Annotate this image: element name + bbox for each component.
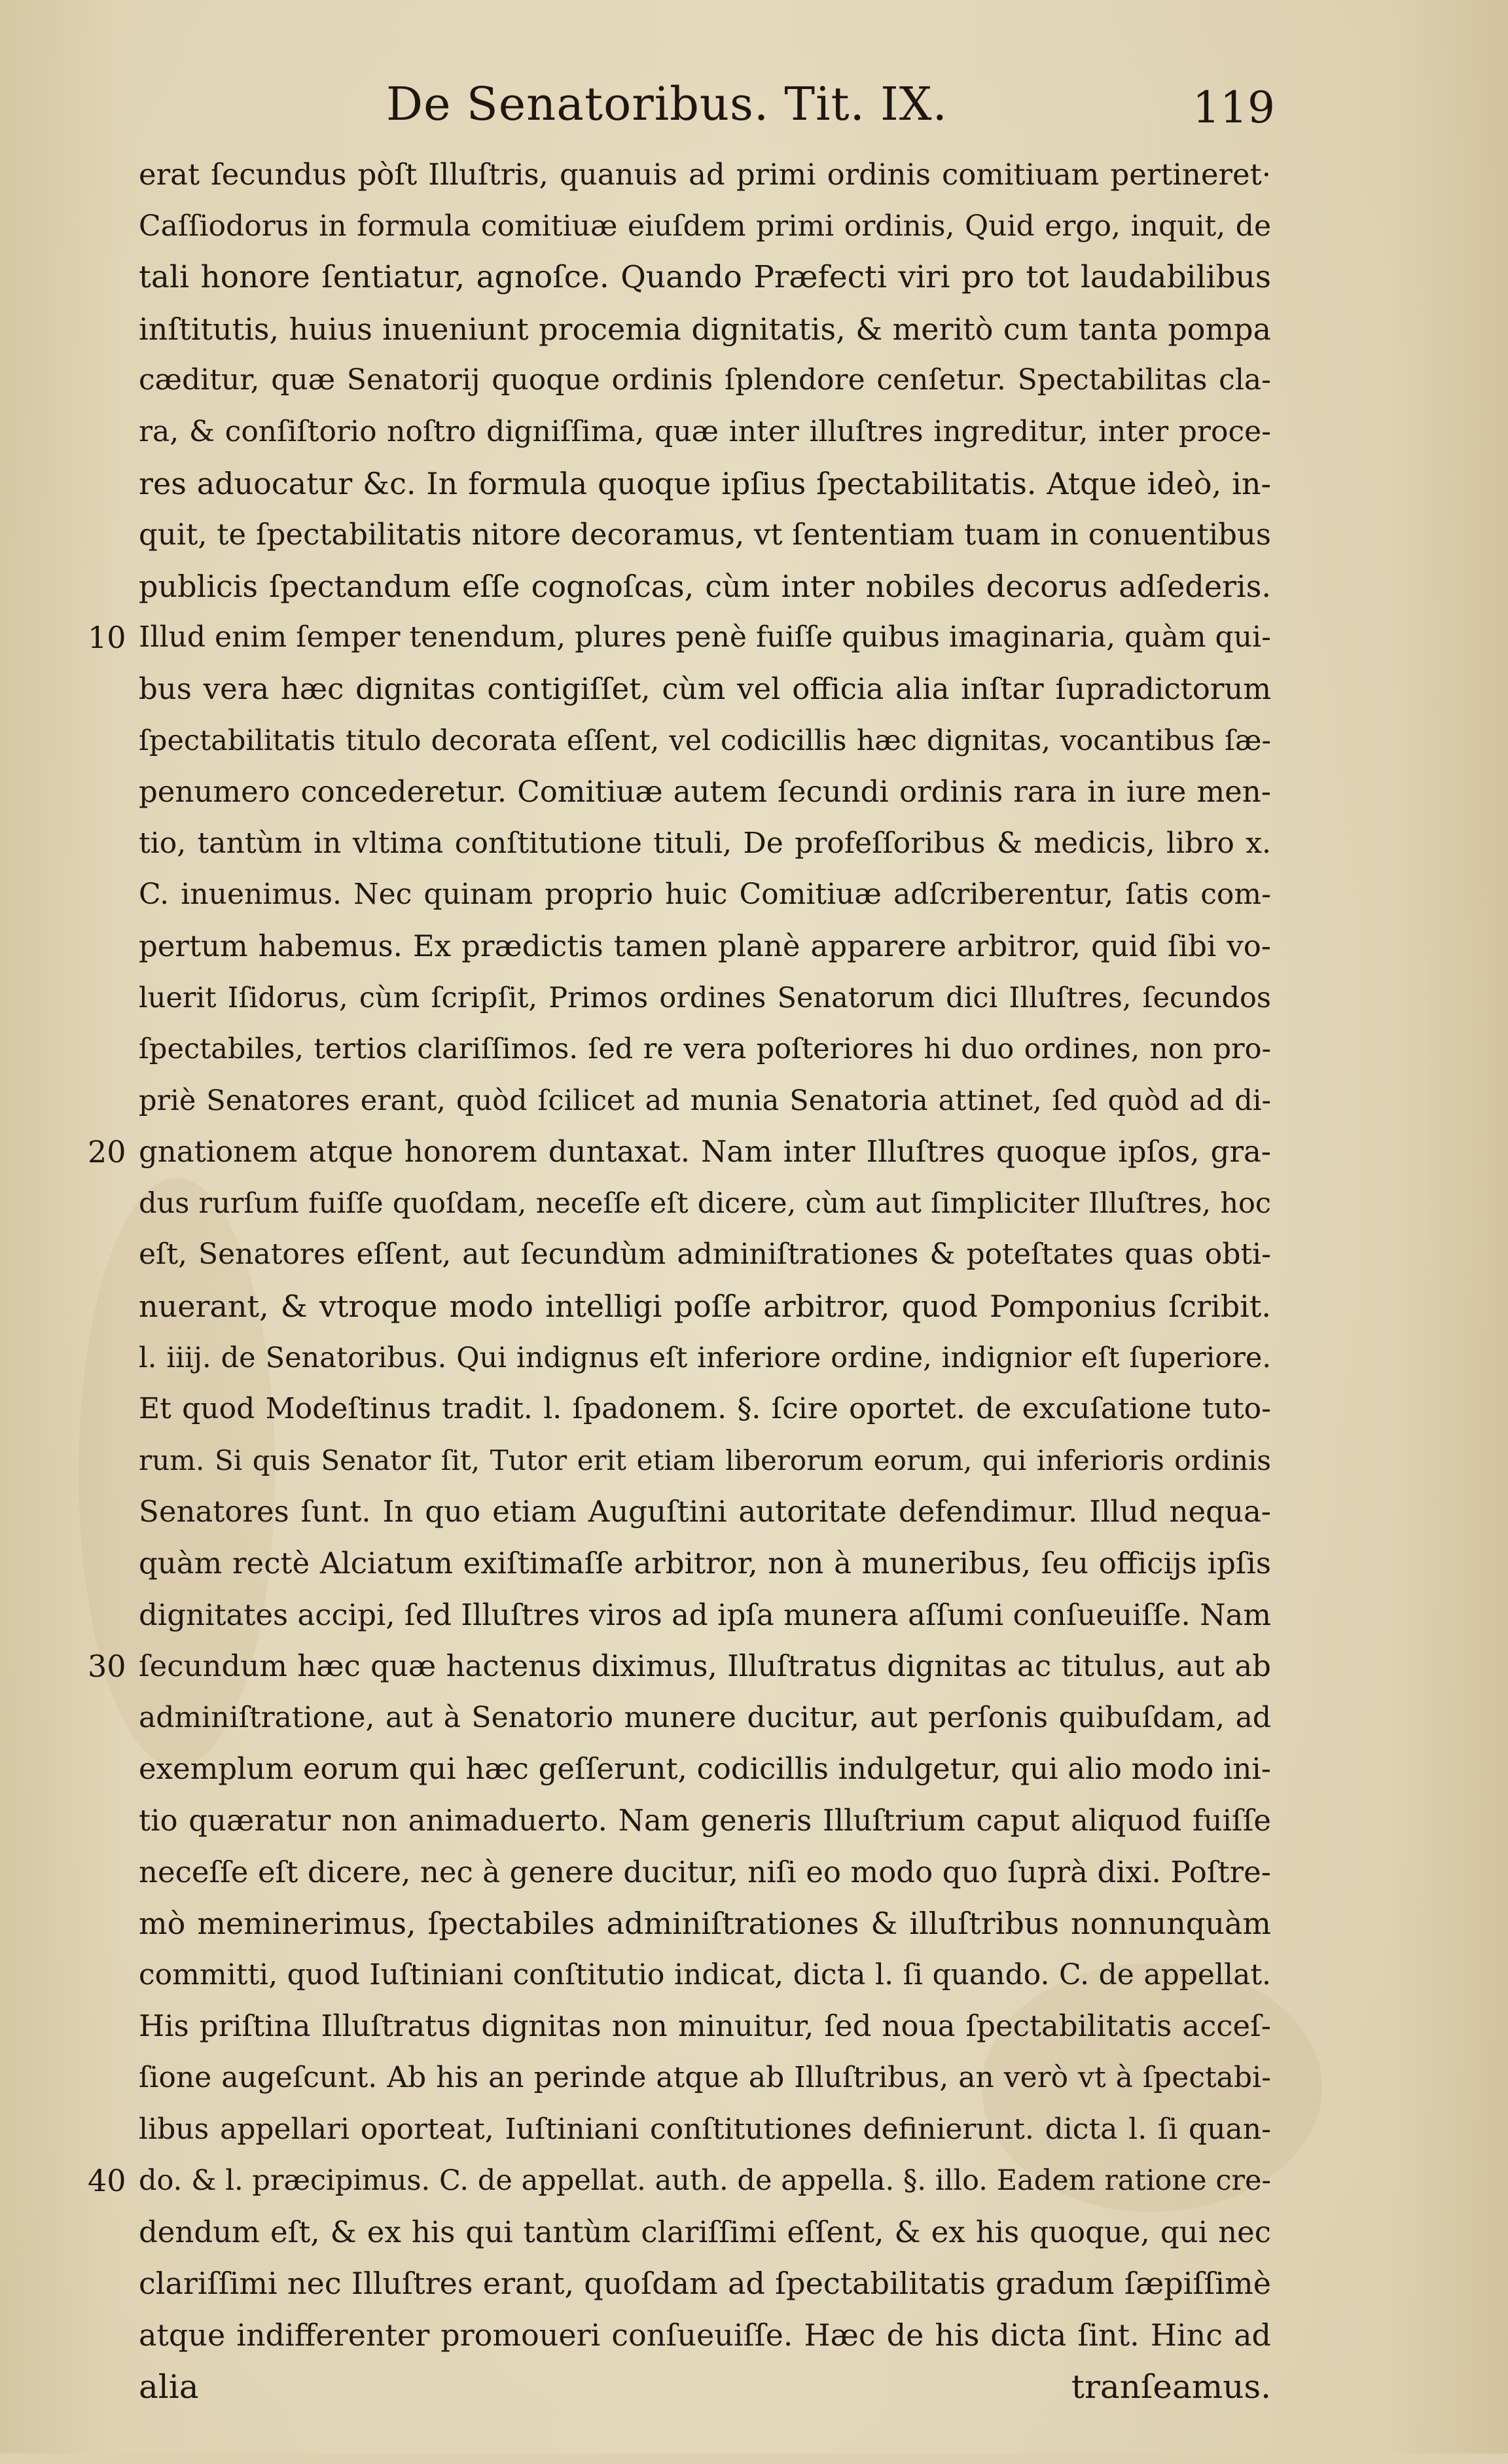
- text-line: do. & l. præcipimus. C. de appellat. auth. de appella. §. illo. Eadem ratione cre-: [139, 2164, 1271, 2198]
- text-line: tio quæratur non animaduerto. Nam generis Illuſtrium caput aliquod fuiſſe: [139, 1803, 1271, 1838]
- running-head: De Senatoribus. Tit. IX.: [386, 77, 948, 131]
- line-number: 30: [88, 1649, 126, 1684]
- text-line: atque indifferenter promoueri conſueuiſſe. Hæc de his dicta ſint. Hinc ad: [139, 2317, 1271, 2353]
- text-line: ra, & conſiſtorio noſtro digniſſima, quæ inter illuſtres ingreditur, inter proce-: [139, 414, 1271, 448]
- text-line: nuerant, & vtroque modo intelligi poſſe arbitror, quod Pomponius ſcribit.: [139, 1289, 1271, 1325]
- text-line: Senatores ſunt. In quo etiam Auguſtini autoritate defendimur. Illud nequa-: [139, 1494, 1271, 1529]
- text-line: libus appellari oporteat, Iuſtiniani conſtitutiones definierunt. dicta l. ſi quan-: [139, 2112, 1271, 2146]
- line-number: 20: [88, 1134, 126, 1170]
- text-line: ſpectabilitatis titulo decorata eſſent, vel codicillis hæc dignitas, vocantibus ſæ-: [139, 724, 1271, 757]
- text-line: ſecundum hæc quæ hactenus diximus, Illuſtratus dignitas ac titulus, aut ab: [139, 1649, 1271, 1684]
- text-line: priè Senatores erant, quòd ſcilicet ad munia Senatoria attinet, ſed quòd ad di-: [139, 1084, 1271, 1117]
- text-line: Illud enim ſemper tenendum, plures penè fuiſſe quibus imaginaria, quàm qui-: [139, 620, 1271, 654]
- text-line: l. iiij. de Senatoribus. Qui indignus eſt inferiore ordine, indignior eſt ſuperiore.: [139, 1341, 1271, 1374]
- text-line: bus vera hæc dignitas contigiſſet, cùm vel officia alia inſtar ſupradictorum: [139, 671, 1271, 706]
- text-line: erat ſecundus pòſt Illuſtris, quanuis ad primi ordinis comitiuam pertineret·: [139, 157, 1271, 192]
- text-line: res aduocatur &c. In formula quoque ipſius ſpectabilitatis. Atque ideò, in-: [139, 465, 1271, 501]
- text-line: neceſſe eſt dicere, nec à genere ducitur, niſi eo modo quo ſuprà dixi. Poſtre-: [139, 1854, 1271, 1889]
- text-line: tio, tantùm in vltima conſtitutione tituli, De profeſſoribus & medicis, libro x.: [139, 826, 1271, 860]
- text-line: Et quod Modeſtinus tradit. l. ſpadonem. §. ſcire oportet. de excuſatione tuto-: [139, 1392, 1271, 1426]
- text-line: C. inuenimus. Nec quinam proprio huic Comitiuæ adſcriberentur, ſatis com-: [139, 878, 1271, 912]
- text-line: cæditur, quæ Senatorij quoque ordinis ſplendore cenſetur. Spectabilitas cla-: [139, 363, 1271, 397]
- text-line: dignitates accipi, ſed Illuſtres viros ad ipſa munera aſſumi conſueuiſſe. Nam: [139, 1597, 1271, 1632]
- text-line: alia tranſeamus.: [139, 2367, 1271, 2406]
- text-line: [139, 2412, 1271, 2464]
- text-line: pertum habemus. Ex prædictis tamen planè apparere arbitror, quid ſibi vo-: [139, 928, 1271, 963]
- text-line: adminiſtratione, aut à Senatorio munere ducitur, aut perſonis quibuſdam, ad: [139, 1700, 1271, 1734]
- text-line: Caſſiodorus in formula comitiuæ eiuſdem primi ordinis, Quid ergo, inquit, de: [139, 209, 1271, 243]
- text-line: ſpectabiles, tertios clariſſimos. ſed re vera poſteriores hi duo ordines, non pro-: [139, 1033, 1271, 1066]
- text-line: quàm rectè Alciatum exiſtimaſſe arbitror, non à muneribus, ſeu officijs ipſis: [139, 1546, 1271, 1581]
- text-line: tali honore ſentiatur, agnoſce. Quando Præfecti viri pro tot laudabilibus: [139, 259, 1271, 296]
- text-line: quit, te ſpectabilitatis nitore decoramus, vt ſententiam tuam in conuentibus: [139, 517, 1271, 552]
- text-line: committi, quod Iuſtiniani conſtitutio indicat, dicta l. ſi quando. C. de appellat.: [139, 1957, 1271, 1991]
- line-number: 10: [88, 620, 126, 655]
- page-number: 119: [1193, 82, 1275, 133]
- text-line: mò meminerimus, ſpectabiles adminiſtrationes & illuſtribus nonnunquàm: [139, 1906, 1271, 1942]
- text-line: ſione augeſcunt. Ab his an perinde atque ab Illuſtribus, an verò vt à ſpectabi-: [139, 2060, 1271, 2094]
- text-line: clariſſimi nec Illuſtres erant, quoſdam ad ſpectabilitatis gradum ſæpiſſimè: [139, 2266, 1271, 2302]
- text-line: luerit Iſidorus, cùm ſcripſit, Primos ordines Senatorum dici Illuſtres, ſecundos: [139, 981, 1271, 1014]
- text-line: publicis ſpectandum eſſe cognoſcas, cùm inter nobiles decorus adſederis.: [139, 568, 1271, 604]
- text-line: His priſtina Illuſtratus dignitas non minuitur, ſed noua ſpectabilitatis acceſ-: [139, 2009, 1271, 2044]
- text-line: exemplum eorum qui hæc geſſerunt, codicillis indulgetur, qui alio modo ini-: [139, 1751, 1271, 1787]
- text-line: dendum eſt, & ex his qui tantùm clariſſimi eſſent, & ex his quoque, qui nec: [139, 2214, 1271, 2249]
- text-line: inſtitutis, huius inueniunt procemia dignitatis, & meritò cum tanta pompa: [139, 311, 1271, 347]
- line-number: 40: [88, 2163, 126, 2198]
- page-header: [0, 77, 1508, 149]
- text-line: penumero concederetur. Comitiuæ autem ſecundi ordinis rara in iure men-: [139, 774, 1271, 810]
- text-line: eſt, Senatores eſſent, aut ſecundùm adminiſtrationes & poteſtates quas obti-: [139, 1238, 1271, 1272]
- text-line: dus rurſum fuiſſe quoſdam, neceſſe eſt dicere, cùm aut ſimpliciter Illuſtres, hoc: [139, 1187, 1271, 1220]
- text-line: gnationem atque honorem duntaxat. Nam inter Illuſtres quoque ipſos, gra-: [139, 1134, 1271, 1170]
- text-line: rum. Si quis Senator ſit, Tutor erit etiam liberorum eorum, qui inferioris ordinis: [139, 1444, 1271, 1476]
- body-text: [88, 149, 1271, 2464]
